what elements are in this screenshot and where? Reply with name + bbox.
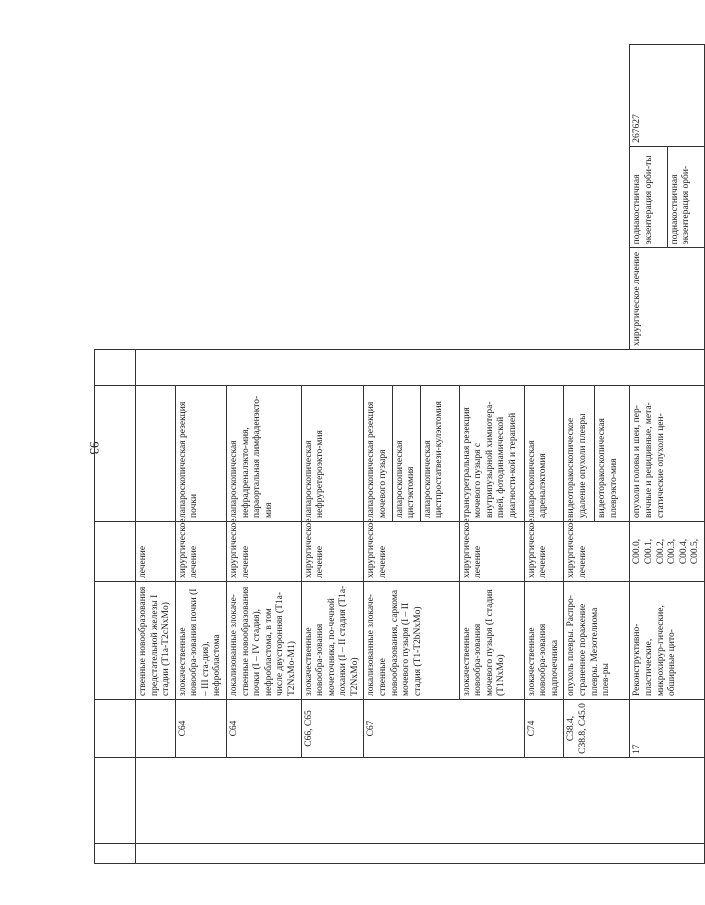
cell-treatment: хирургическое лечение bbox=[364, 522, 459, 582]
cell-norm bbox=[136, 350, 705, 386]
cell-method: лапароскопическая нефруретероэкто-мия bbox=[301, 386, 364, 522]
cell-method bbox=[95, 386, 136, 522]
cell-group: Реконструктивно-пластические, микрохирур-гические, обширные цито- bbox=[630, 582, 704, 700]
cell-model: злокачественные новообра-зования мочевого пузыря (I стадия (T1NxMo) bbox=[459, 582, 524, 700]
table-row bbox=[524, 45, 564, 864]
cell-norm: 267627 bbox=[630, 45, 704, 147]
cell-treatment: лечение bbox=[136, 522, 176, 582]
cell-model: ственные новообразования предстательной железы I стадии (T1a-T2cNxMo) bbox=[136, 582, 176, 700]
cell-mkb: C66, C65 bbox=[301, 700, 364, 758]
procedures-table bbox=[94, 44, 705, 864]
cell-method: лапароскопическая нефрадреналэкто-мия, параортальная лимфаденэкто-мия bbox=[227, 386, 301, 522]
cell-mkb: C74 bbox=[524, 700, 564, 758]
cell-method: лапароскопическая адреналэктомия bbox=[524, 386, 564, 522]
cell-mkb: C64 bbox=[175, 700, 226, 758]
cell-num bbox=[136, 844, 705, 864]
cell-treatment: хирургическое лечение bbox=[459, 522, 524, 582]
cell-treatment: хирургическое лечение bbox=[175, 522, 226, 582]
cell-mkb bbox=[95, 700, 136, 758]
cell-num: 17 bbox=[630, 700, 704, 758]
table-row bbox=[136, 45, 176, 864]
table-row bbox=[564, 45, 595, 864]
cell-method: лапароскопическая цистэктомия bbox=[392, 386, 420, 522]
cell-model: локализованные злокаче-ственные новообразования почки (I – IV стадия), нефробластома, в том числе двусторонняя (T1a-T2NxMo-M1) bbox=[227, 582, 301, 700]
cell-method bbox=[136, 386, 176, 522]
cell-group bbox=[95, 758, 136, 844]
cell-method: поднакостничная экзентерация орби- bbox=[667, 146, 704, 248]
page-number: 93 bbox=[87, 441, 102, 455]
cell-model: опухоли головы и шеи, пер-вичные и рецидивные, мета-статические опухоли цен- bbox=[630, 386, 704, 522]
cell-model: опухоль плевры. Распро-страненное поражение плевры. Мезотелиома плев-ры bbox=[564, 582, 630, 700]
cell-treatment: хирургическое лечение bbox=[301, 522, 364, 582]
cell-model: локализованные злокаче-ственные новообразования, саркома мочевого пузыря (I – II стадия (T1-T2bNxMo) bbox=[364, 582, 459, 700]
cell-mkb: C64 bbox=[227, 700, 301, 758]
cell-mkb: C38.4, C38.8, C45.0 bbox=[564, 700, 630, 758]
cell-mkb bbox=[136, 700, 176, 758]
table-row bbox=[630, 45, 667, 864]
cell-treatment bbox=[95, 522, 136, 582]
cell-method: лапароскопическая резекция почки bbox=[175, 386, 226, 522]
cell-mkb: C67 bbox=[364, 700, 524, 758]
cell-treatment: хирургическое лечение bbox=[564, 522, 630, 582]
cell-group bbox=[136, 758, 705, 844]
cell-treatment: хирургическое лечение bbox=[227, 522, 301, 582]
cell-model: злокачественные новообра-зования почки (I – III ста-дия), нефробластома bbox=[175, 582, 226, 700]
cell-treatment: хирургическое лечение bbox=[630, 248, 704, 350]
cell-method: поднакостничная экзентерация орби-ты bbox=[630, 146, 667, 248]
cell-method: видеоторакоскопическое удаление опухоли плевры bbox=[564, 386, 595, 522]
cell-method: лапароскопическая резекция мочевого пузыря bbox=[364, 386, 392, 522]
cell-model bbox=[95, 582, 136, 700]
cell-treatment: хирургическое лечение bbox=[524, 522, 564, 582]
table-row bbox=[364, 45, 392, 864]
cell-model: злокачественные новообра-зования мочеточника, по-чечной лоханки (I – II стадия (T1a-T2NxMo) bbox=[301, 582, 364, 700]
cell-method: трансуретральная резекция мочевого пузыря с внутрипузырной химиотера-пией, фотодинамической диагности-кой и терапией bbox=[459, 386, 524, 522]
table-row bbox=[227, 45, 301, 864]
cell-model: злокачественные новообра-зования надпочечника bbox=[524, 582, 564, 700]
rotated-table-wrapper bbox=[94, 44, 701, 864]
table-row bbox=[95, 45, 136, 864]
cell-norm bbox=[95, 350, 136, 386]
table-row bbox=[175, 45, 226, 864]
cell-method: видеоторакоскопическая плеврэкто-мия bbox=[595, 386, 630, 522]
cell-mkb: C00.0, C00.1, C00.2, C00.3, C00.4, C00.5, bbox=[630, 522, 704, 582]
cell-method: лапароскопическая цистпростатвези-кулэктомия bbox=[420, 386, 459, 522]
cell-num bbox=[95, 844, 136, 864]
table-row bbox=[301, 45, 364, 864]
